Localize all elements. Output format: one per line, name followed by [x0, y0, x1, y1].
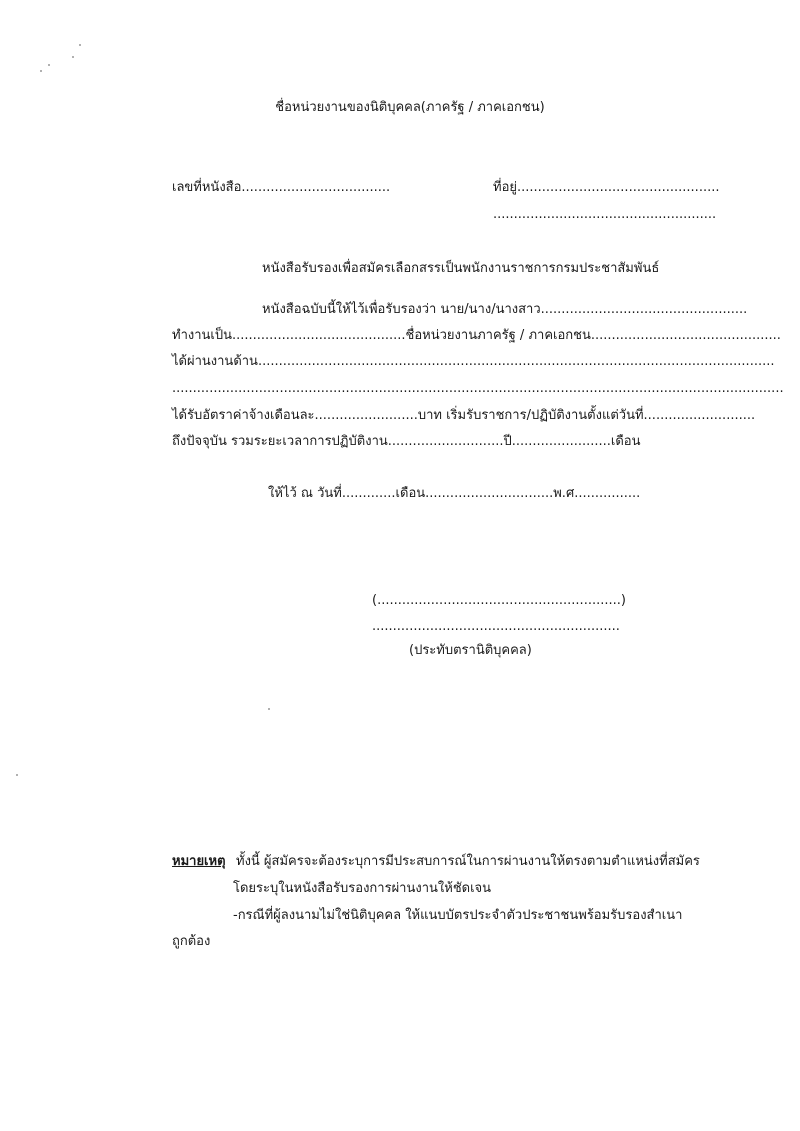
scan-speck — [48, 64, 50, 66]
note-line-1: ทั้งนี้ ผู้สมัครจะต้องระบุการมีประสบการณ์ในการผ่านงานให้ตรงตามตำแหน่งที่สมัคร — [236, 854, 700, 869]
signature-name-line: (...........................................................) — [372, 593, 626, 608]
scan-speck — [79, 44, 81, 46]
scan-speck — [268, 708, 270, 710]
address-field-line1: ที่อยู่................................................. — [493, 180, 720, 195]
org-name-header: ชื่อหน่วยงานของนิติบุคคล(ภาครัฐ / ภาคเอกชน) — [275, 100, 545, 115]
body-line-5: ได้รับอัตราค่าจ้างเดือนละ.........................บาท เริ่มรับราชการ/ปฏิบัติงานตั้งแต่วันที่........................... — [172, 408, 756, 423]
note-label: หมายเหตุ — [172, 854, 226, 869]
signature-position-line: ............................................................ — [372, 619, 620, 634]
body-line-6: ถึงปัจจุบัน รวมระยะเวลาการปฏิบัติงาน............................ปี........................เดือน — [172, 434, 641, 449]
body-line-3: ได้ผ่านงานด้าน............................................................................................................................. — [172, 354, 775, 369]
scan-speck — [72, 56, 74, 58]
scan-speck — [16, 774, 18, 776]
issue-date-line: ให้ไว้ ณ วันที่.............เดือน...............................พ.ศ................ — [268, 486, 641, 501]
scan-speck — [40, 70, 42, 72]
body-line-1: หนังสือฉบับนี้ให้ไว้เพื่อรับรองว่า นาย/นาง/นางสาว.................................................. — [262, 302, 748, 317]
body-line-2: ทำงานเป็น..........................................ชื่อหน่วยงานภาครัฐ / ภาคเอกชน.............................................. — [172, 328, 781, 343]
note-line-3: -กรณีที่ผู้ลงนามไม่ใช่นิติบุคคล ให้แนบบัตรประจำตัวประชาชนพร้อมรับรองสำเนา — [233, 908, 683, 923]
body-line-4: .................................................................................................................................................... — [172, 381, 784, 396]
doc-number-field: เลขที่หนังสือ.................................... — [172, 180, 391, 195]
note-line-2: โดยระบุในหนังสือรับรองการผ่านงานให้ชัดเจน — [233, 881, 492, 896]
document-title: หนังสือรับรองเพื่อสมัครเลือกสรรเป็นพนักงานราชการกรมประชาสัมพันธ์ — [262, 261, 660, 276]
seal-label: (ประทับตรานิติบุคคล) — [409, 643, 532, 658]
note-line-4: ถูกต้อง — [172, 934, 211, 949]
address-field-line2: ...................................................... — [493, 207, 717, 222]
